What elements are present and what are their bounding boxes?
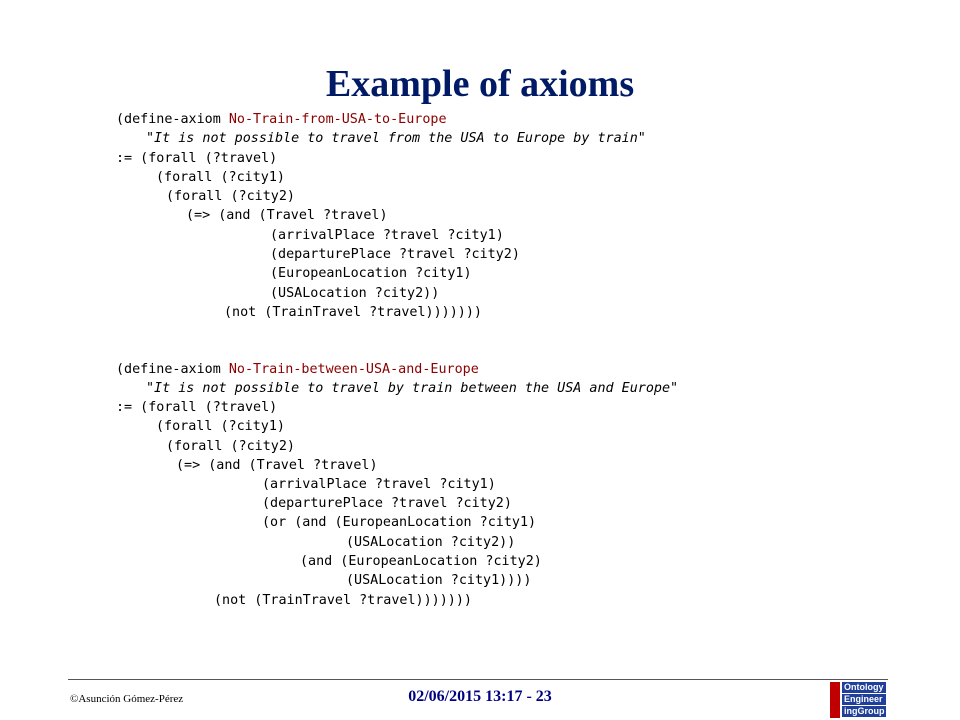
logo-line-3: ingGroup: [844, 706, 885, 716]
axiom-2-line-9: (or (and (EuropeanLocation ?city1): [262, 515, 537, 530]
axiom-2-name: No-Train-between-USA-and-Europe: [228, 362, 479, 377]
axiom-1-name: No-Train-from-USA-to-Europe: [228, 112, 447, 127]
axiom-1-doc-string: "It is not possible to travel from the USA to Europe by train": [146, 131, 646, 146]
footer-date-page: 02/06/2015 13:17 - 23: [408, 688, 552, 705]
footer-divider: [68, 679, 888, 680]
axiom-1-line-5: (forall (?city2): [166, 189, 295, 204]
axiom-2-line-5: (forall (?city2): [166, 439, 295, 454]
axiom-2-line-3: := (forall (?travel): [116, 400, 278, 415]
logo-red-bar: [830, 682, 840, 718]
axiom-1-line-7: (arrivalPlace ?travel ?city1): [270, 228, 504, 243]
axiom-1-define-keyword: (define-axiom: [116, 112, 229, 127]
logo-line-1: Ontology: [842, 682, 886, 693]
slide-title: Example of axioms: [325, 63, 635, 105]
axiom-2-line-11: (and (EuropeanLocation ?city2): [300, 554, 542, 569]
axiom-2-line-7: (arrivalPlace ?travel ?city1): [262, 477, 496, 492]
axiom-2-define-keyword: (define-axiom: [116, 362, 229, 377]
axiom-2-line-13: (not (TrainTravel ?travel))))))): [214, 593, 472, 608]
axiom-2-line-10: (USALocation ?city2)): [346, 535, 516, 550]
axiom-1-line-11: (not (TrainTravel ?travel))))))): [224, 305, 482, 320]
axiom-2-line-12: (USALocation ?city1)))): [346, 573, 532, 588]
axiom-1-line-10: (USALocation ?city2)): [270, 286, 440, 301]
axiom-1-line-9: (EuropeanLocation ?city1): [270, 266, 472, 281]
axiom-1-line-8: (departurePlace ?travel ?city2): [270, 247, 520, 262]
axiom-2-line-8: (departurePlace ?travel ?city2): [262, 496, 512, 511]
axiom-1-line-1: [116, 110, 447, 129]
ontology-engineering-group-logo: [830, 682, 886, 718]
axiom-1-line-4: (forall (?city1): [156, 170, 285, 185]
axiom-2-line-1: [116, 360, 479, 379]
footer-author: ©Asunción Gómez-Pérez: [70, 693, 184, 705]
axiom-2-doc-string: "It is not possible to travel by train between the USA and Europe": [146, 381, 679, 396]
axiom-1-line-6: (=> (and (Travel ?travel): [186, 208, 388, 223]
axiom-1-line-3: := (forall (?travel): [116, 151, 278, 166]
logo-line-2: Engineer: [842, 694, 886, 705]
axiom-2-line-6: (=> (and (Travel ?travel): [176, 458, 378, 473]
axiom-2-line-4: (forall (?city1): [156, 419, 285, 434]
